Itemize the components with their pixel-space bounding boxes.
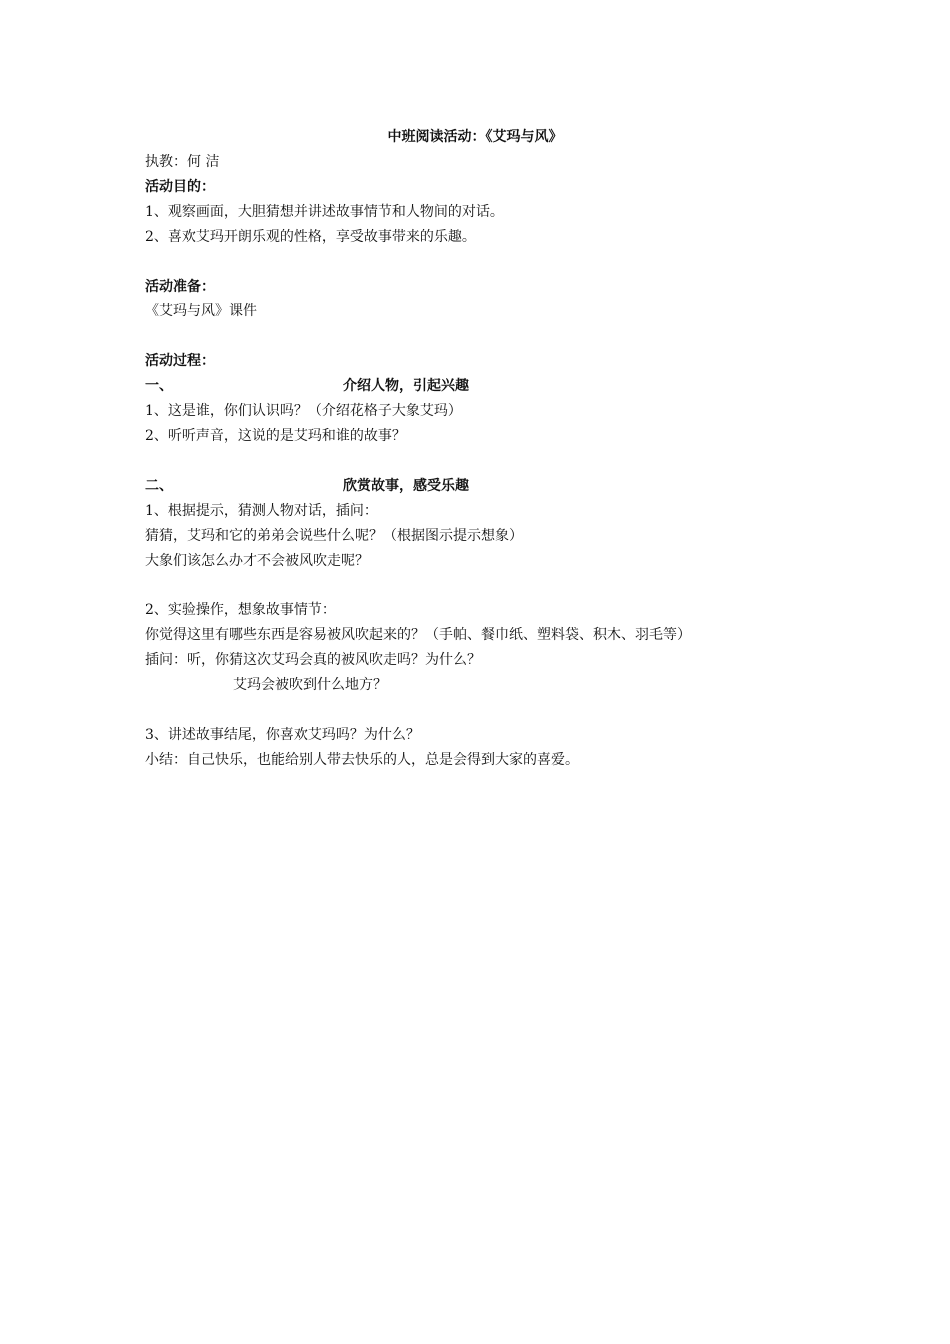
summary-line: 小结：自己快乐，也能给别人带去快乐的人，总是会得到大家的喜爱。 xyxy=(145,752,579,768)
section-number: 一、 xyxy=(145,378,173,394)
process-line-indented: 艾玛会被吹到什么地方？ xyxy=(233,677,387,693)
section-title: 介绍人物，引起兴趣 xyxy=(343,378,469,394)
section-number: 二、 xyxy=(145,478,173,494)
teacher-line: 执教：何 洁 xyxy=(145,154,220,170)
section-title: 欣赏故事，感受乐趣 xyxy=(343,478,469,494)
process-line: 2、听听声音，这说的是艾玛和谁的故事？ xyxy=(145,428,406,444)
goals-heading: 活动目的： xyxy=(145,179,215,195)
process-heading: 活动过程： xyxy=(145,353,215,369)
process-line: 2、实验操作，想象故事情节： xyxy=(145,602,336,618)
process-line: 3、讲述故事结尾，你喜欢艾玛吗？为什么？ xyxy=(145,727,420,743)
goal-item: 2、喜欢艾玛开朗乐观的性格，享受故事带来的乐趣。 xyxy=(145,229,476,245)
goal-item: 1、观察画面，大胆猜想并讲述故事情节和人物间的对话。 xyxy=(145,204,504,220)
page-title: 中班阅读活动：《艾玛与风》 xyxy=(387,129,563,145)
prep-heading: 活动准备： xyxy=(145,279,215,295)
process-line: 大象们该怎么办才不会被风吹走呢？ xyxy=(145,553,369,569)
process-line: 猜猜，艾玛和它的弟弟会说些什么呢？（根据图示提示想象） xyxy=(145,528,523,544)
process-line: 1、这是谁，你们认识吗？（介绍花格子大象艾玛） xyxy=(145,403,462,419)
prep-text: 《艾玛与风》课件 xyxy=(145,303,257,319)
process-line: 1、根据提示，猜测人物对话，插问： xyxy=(145,503,378,519)
process-line: 你觉得这里有哪些东西是容易被风吹起来的？（手帕、餐巾纸、塑料袋、积木、羽毛等） xyxy=(145,627,691,643)
process-line: 插问：听，你猜这次艾玛会真的被风吹走吗？为什么？ xyxy=(145,652,481,668)
